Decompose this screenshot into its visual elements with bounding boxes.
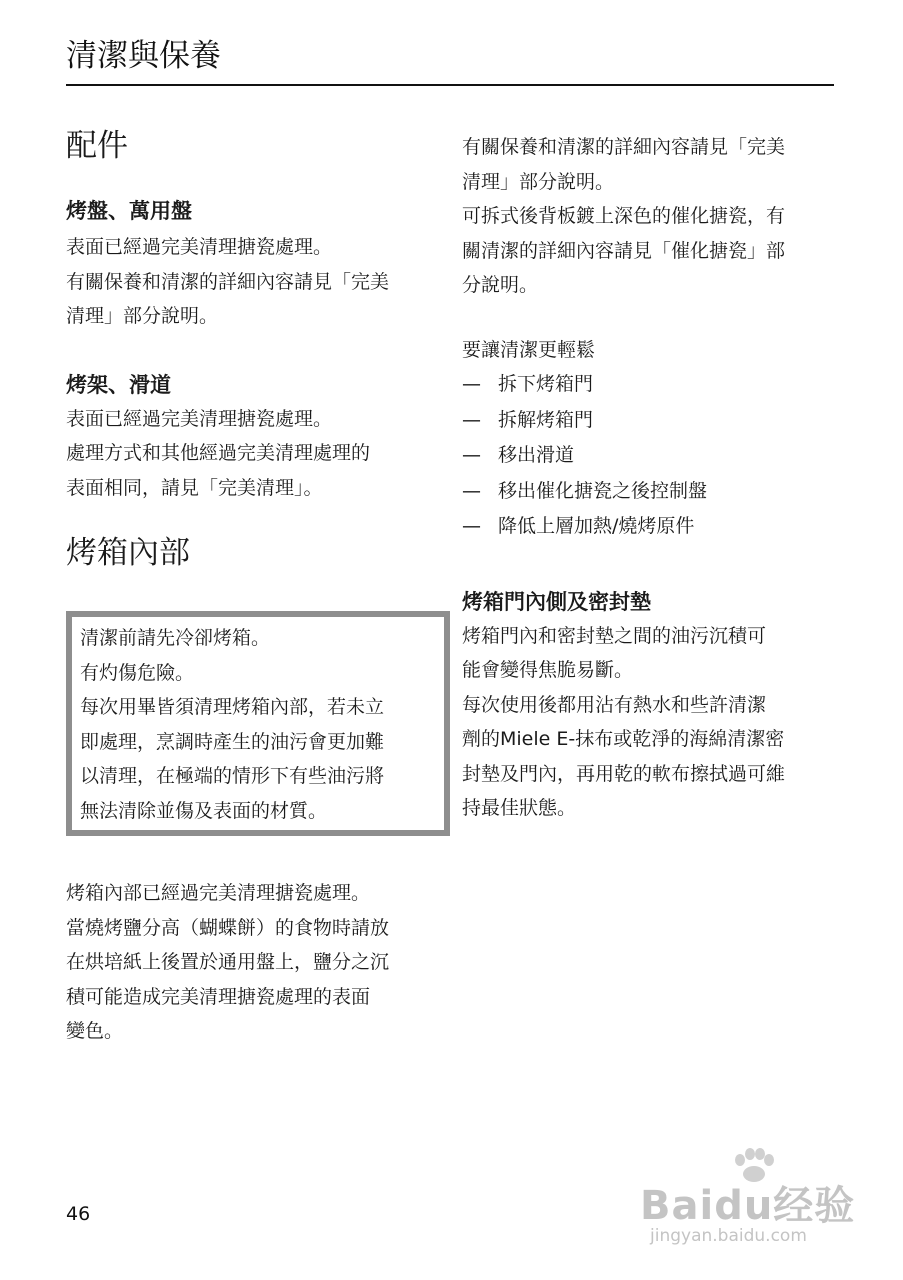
- text-line: 可拆式後背板鍍上深色的催化搪瓷，有: [462, 205, 786, 227]
- list-item-text: 移出滑道: [498, 444, 575, 466]
- tips-title: 要讓清潔更輕鬆: [462, 338, 596, 361]
- text-line: 有關保養和清潔的詳細內容請見「完美: [66, 270, 390, 293]
- list-item: [462, 474, 842, 510]
- section-title-oven-interior: 烤箱內部: [66, 535, 190, 571]
- text-line: 烤箱內部已經過完美清理搪瓷處理。: [66, 882, 371, 904]
- warning-line: 有灼傷危險。: [80, 661, 195, 684]
- text-line: 持最佳狀態。: [462, 797, 577, 819]
- list-item: [462, 367, 842, 403]
- text-line: 表面已經過完美清理搪瓷處理。: [66, 236, 333, 258]
- left-column: [66, 120, 448, 1049]
- list-item-text: 移出催化搪瓷之後控制盤: [498, 479, 708, 502]
- list-item: [462, 509, 842, 545]
- warning-line: 無法清除並傷及表面的材質。: [80, 799, 328, 822]
- dash-bullet: —: [462, 408, 481, 431]
- watermark-brand: Baidu经验: [640, 1183, 856, 1229]
- warning-box: [66, 611, 450, 836]
- list-item: [462, 403, 842, 439]
- warning-line: 清潔前請先冷卻烤箱。: [80, 627, 271, 649]
- text-line: 表面相同，請見「完美清理」。: [66, 476, 323, 499]
- text-line: 積可能造成完美清理搪瓷處理的表面: [66, 985, 371, 1008]
- list-item-text: 拆下烤箱門: [498, 373, 594, 395]
- text-line: 有關保養和清潔的詳細內容請見「完美: [462, 136, 786, 158]
- list-item-text: 拆解烤箱門: [498, 408, 594, 431]
- watermark-url: jingyan.baidu.com: [650, 1226, 807, 1246]
- text-line: 變色。: [66, 1020, 124, 1042]
- dash-bullet: —: [462, 515, 481, 537]
- page-header-title: 清潔與保養: [66, 38, 221, 74]
- text-line: 關清潔的詳細內容請見「催化搪瓷」部: [462, 239, 786, 262]
- list-item-text: 降低上層加熱/燒烤原件: [498, 515, 695, 537]
- text-line: 分說明。: [462, 274, 539, 296]
- text-line: 處理方式和其他經過完美清理處理的: [66, 442, 371, 464]
- warning-line: 每次用畢皆須清理烤箱內部，若未立: [80, 696, 385, 718]
- section-title-accessories: 配件: [66, 128, 128, 164]
- text-line: 清理」部分說明。: [66, 305, 219, 327]
- dash-bullet: —: [462, 373, 481, 395]
- warning-line: 以清理，在極端的情形下有些油污將: [80, 765, 385, 787]
- subsection-title-baking-tray: 烤盤、萬用盤: [66, 199, 192, 223]
- text-line: 當燒烤鹽分高（蝴蝶餅）的食物時請放: [66, 916, 390, 939]
- text-line: 劑的Miele E-抹布或乾淨的海綿清潔密: [462, 728, 785, 750]
- page-number: 46: [66, 1203, 91, 1225]
- dash-bullet: —: [462, 479, 481, 502]
- baidu-watermark: [640, 1148, 880, 1248]
- warning-line: 即處理，烹調時產生的油污會更加難: [80, 730, 385, 753]
- text-line: 表面已經過完美清理搪瓷處理。: [66, 407, 333, 430]
- text-line: 烤箱門內和密封墊之間的油污沉積可: [462, 624, 767, 647]
- text-line: 清理」部分說明。: [462, 170, 615, 193]
- text-line: 每次使用後都用沾有熱水和些許清潔: [462, 693, 767, 716]
- right-column: [462, 130, 842, 826]
- text-line: 能會變得焦脆易斷。: [462, 659, 634, 681]
- text-line: 在烘培紙上後置於通用盤上，鹽分之沉: [66, 951, 390, 973]
- list-item: [462, 438, 842, 474]
- subsection-title-rack-runners: 烤架、滑道: [66, 372, 171, 397]
- dash-bullet: —: [462, 444, 481, 466]
- subsection-title-door-seal: 烤箱門內側及密封墊: [462, 589, 651, 614]
- text-line: 封墊及門內，再用乾的軟布擦拭過可維: [462, 762, 786, 785]
- header-rule: [66, 84, 834, 86]
